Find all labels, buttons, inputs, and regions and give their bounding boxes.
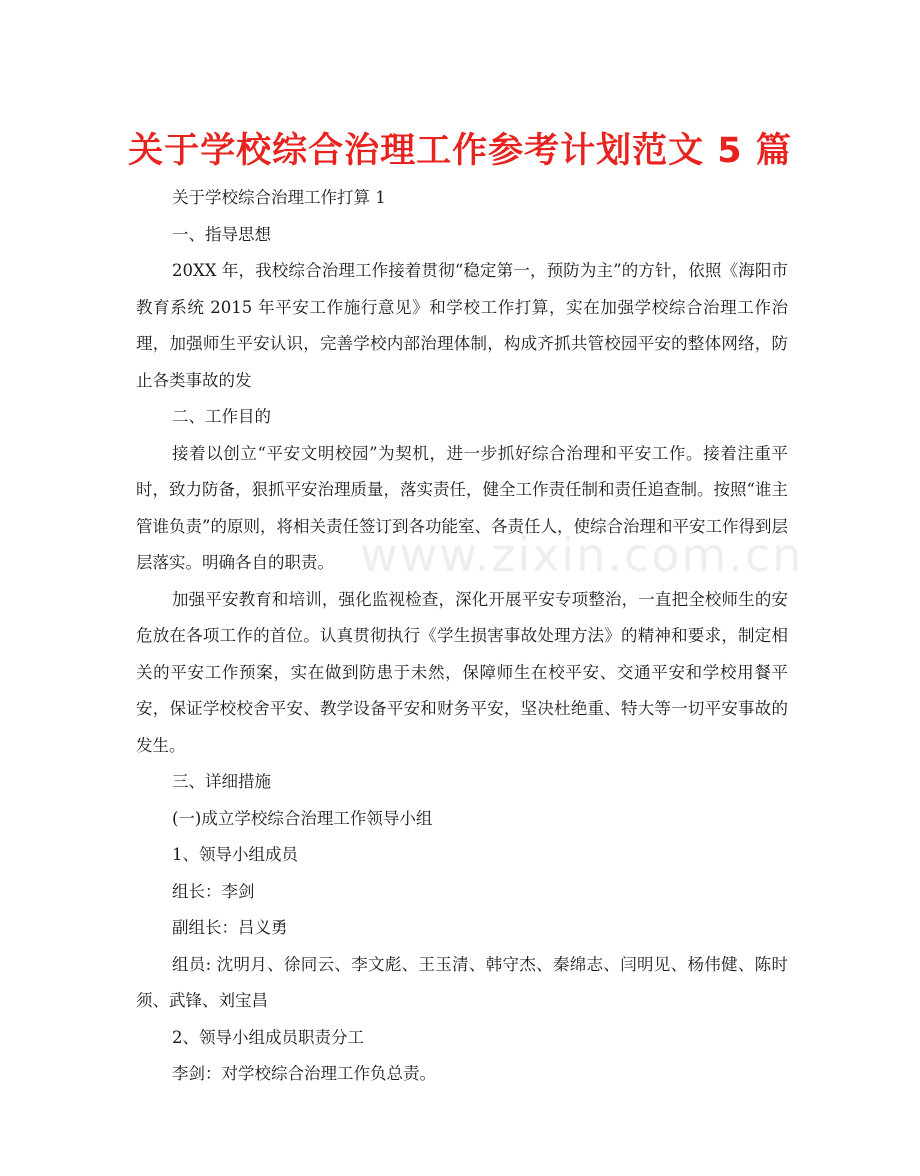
- list-heading: 2、领导小组成员职责分工: [172, 1027, 364, 1047]
- watermark: www.zixin.com.cn: [360, 528, 804, 582]
- document-body: [136, 180, 804, 1093]
- section-heading: 一、指导思想: [172, 224, 271, 244]
- list-heading: 1、领导小组成员: [172, 845, 298, 864]
- list-item: 组长：李剑: [172, 881, 255, 901]
- subsection-heading: (一)成立学校综合治理工作领导小组: [172, 808, 433, 828]
- list-item: 组员: 沈明月、徐同云、李文彪、王玉清、韩守杰、秦绵志、闫明见、杨伟健、陈时须、武锋、刘宝昌: [136, 954, 788, 1010]
- section-heading: 关于学校综合治理工作打算 1: [172, 188, 386, 207]
- document-title: 关于学校综合治理工作参考计划范文 5 篇: [128, 131, 792, 171]
- list-item: 副组长：吕义勇: [172, 918, 288, 937]
- body-paragraph: 20XX 年，我校综合治理工作接着贯彻“稳定第一，预防为主”的方针，依照《海阳市教育系统 2015 年平安工作施行意见》和学校工作打算，实在加强学校综合治理工作治理，加强师生平安认识，完善学校内部治理体制，构成齐抓共管校园平安的整体网络，防止各类事故的发: [136, 261, 788, 390]
- list-item: 李剑：对学校综合治理工作负总责。: [172, 1064, 436, 1083]
- section-heading: 三、详细措施: [172, 772, 271, 791]
- body-paragraph: 接着以创立“平安文明校园”为契机，进一步抓好综合治理和平安工作。接着注重平时，致力防备，狠抓平安治理质量，落实责任，健全工作责任制和责任追查制。按照“谁主管谁负责”的原则，将相关责任签订到各功能室、各责任人，使综合治理和平安工作得到层层落实。明确各自的职责。: [136, 443, 788, 572]
- body-paragraph: 加强平安教育和培训，强化监视检查，深化开展平安专项整治，一直把全校师生的安危放在各项工作的首位。认真贯彻执行《学生损害事故处理方法》的精神和要求，制定相关的平安工作预案，实在做到防患于未然，保障师生在校平安、交通平安和学校用餐平安，保证学校校舍平安、教学设备平安和财务平安，坚决杜绝重、特大等一切平安事故的发生。: [136, 589, 788, 755]
- section-heading: 二、工作目的: [172, 407, 271, 426]
